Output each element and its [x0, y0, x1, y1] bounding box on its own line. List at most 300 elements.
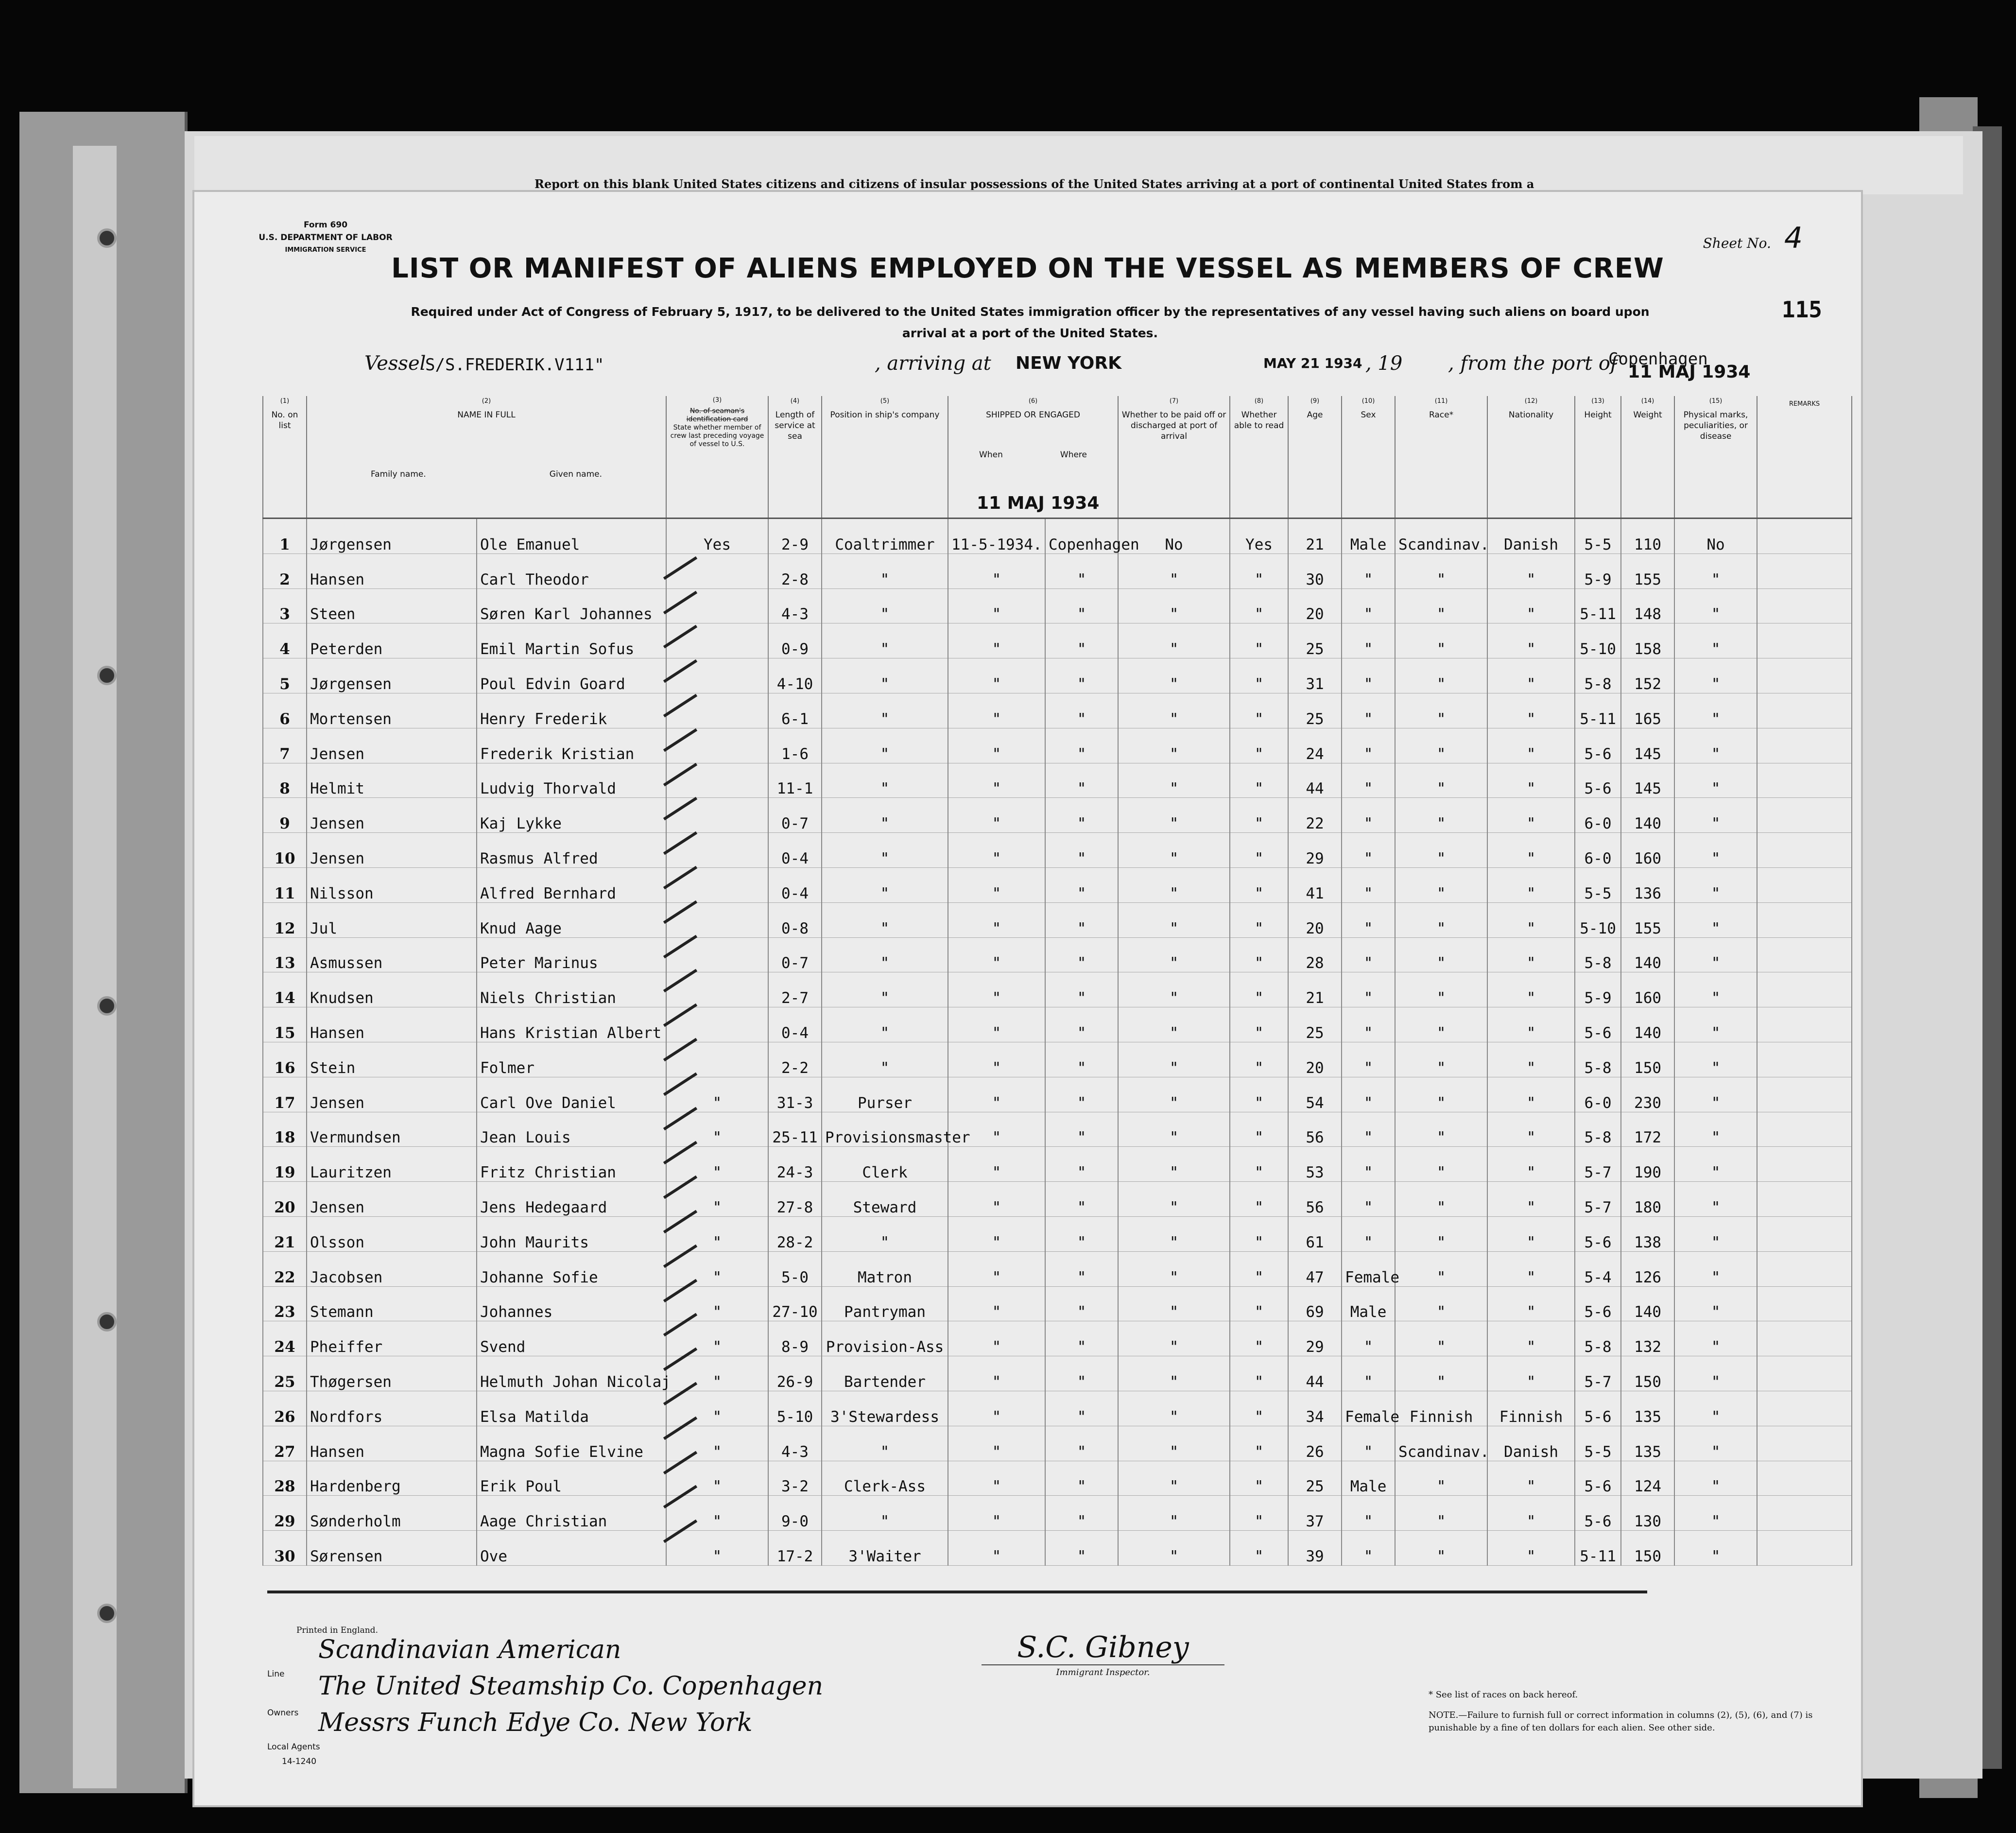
cell-age: 25 — [1288, 1007, 1342, 1042]
shipped-date-stamp: 11 MAJ 1934 — [977, 493, 1100, 513]
from-port-label: , from the port of — [1448, 352, 1618, 375]
cell-race: " — [1395, 1356, 1487, 1391]
cell-weight: 124 — [1621, 1461, 1674, 1496]
cell-where: " — [1045, 658, 1118, 693]
cell-marks: " — [1674, 623, 1757, 658]
cell-weight: 160 — [1621, 833, 1674, 868]
cell-paid: " — [1118, 1251, 1230, 1286]
cell-prev: " — [666, 1286, 768, 1321]
cell-sex: Female — [1342, 1251, 1395, 1286]
cell-weight: 165 — [1621, 693, 1674, 728]
cell-family: Stein — [307, 1042, 477, 1077]
cell-race: " — [1395, 1286, 1487, 1321]
cell-age: 30 — [1288, 553, 1342, 588]
cell-age: 39 — [1288, 1531, 1342, 1566]
cell-age: 41 — [1288, 867, 1342, 902]
cell-marks: " — [1674, 1321, 1757, 1356]
cell-family: Sørensen — [307, 1531, 477, 1566]
cell-read: " — [1230, 1251, 1288, 1286]
cell-paid: " — [1118, 553, 1230, 588]
cell-race: " — [1395, 588, 1487, 623]
cell-weight: 140 — [1621, 798, 1674, 833]
cell-position: Pantryman — [822, 1286, 948, 1321]
cell-remarks — [1757, 1042, 1852, 1077]
cell-age: 31 — [1288, 658, 1342, 693]
cell-marks: " — [1674, 1391, 1757, 1426]
cell-sex: " — [1342, 937, 1395, 972]
cell-paid: " — [1118, 1042, 1230, 1077]
cell-marks: " — [1674, 1356, 1757, 1391]
cell-read: " — [1230, 1321, 1288, 1356]
arrival-port: NEW YORK — [1016, 353, 1121, 373]
cell-given: Folmer — [477, 1042, 666, 1077]
cell-read: " — [1230, 728, 1288, 763]
cell-no: 3 — [263, 588, 307, 623]
closing-line — [267, 1591, 1647, 1593]
cell-weight: 132 — [1621, 1321, 1674, 1356]
cell-when: " — [948, 1461, 1045, 1496]
cell-service: 9-0 — [768, 1496, 822, 1531]
cell-service: 28-2 — [768, 1216, 822, 1251]
cell-sex: " — [1342, 1531, 1395, 1566]
cell-remarks — [1757, 693, 1852, 728]
cell-sex: " — [1342, 902, 1395, 937]
cell-where: " — [1045, 1251, 1118, 1286]
cell-where: " — [1045, 1216, 1118, 1251]
cell-race: Scandinav. — [1395, 1426, 1487, 1461]
cell-where: " — [1045, 763, 1118, 798]
header-race: (11) Race* — [1395, 396, 1487, 519]
cell-race: " — [1395, 1251, 1487, 1286]
cell-sex: " — [1342, 972, 1395, 1007]
cell-weight: 160 — [1621, 972, 1674, 1007]
cell-where: " — [1045, 1112, 1118, 1147]
cell-when: " — [948, 1077, 1045, 1112]
cell-family: Hansen — [307, 553, 477, 588]
cell-marks: " — [1674, 972, 1757, 1007]
cell-no: 2 — [263, 553, 307, 588]
cell-read: " — [1230, 1391, 1288, 1426]
cell-service: 17-2 — [768, 1531, 822, 1566]
cell-paid: " — [1118, 902, 1230, 937]
cell-read: " — [1230, 1356, 1288, 1391]
cell-position: " — [822, 1426, 948, 1461]
cell-read: " — [1230, 1042, 1288, 1077]
cell-no: 7 — [263, 728, 307, 763]
cell-remarks — [1757, 867, 1852, 902]
cell-where: " — [1045, 1321, 1118, 1356]
cell-sex: " — [1342, 867, 1395, 902]
cell-no: 5 — [263, 658, 307, 693]
cell-age: 44 — [1288, 1356, 1342, 1391]
cell-remarks — [1757, 1356, 1852, 1391]
cell-weight: 155 — [1621, 553, 1674, 588]
cell-nationality: Danish — [1487, 1426, 1575, 1461]
cell-remarks — [1757, 833, 1852, 868]
cell-read: " — [1230, 1496, 1288, 1531]
cell-when: " — [948, 1426, 1045, 1461]
cell-race: Finnish — [1395, 1391, 1487, 1426]
cell-service: 4-10 — [768, 658, 822, 693]
cell-when: " — [948, 902, 1045, 937]
cell-height: 5-6 — [1575, 1461, 1621, 1496]
cell-where: " — [1045, 798, 1118, 833]
cell-marks: " — [1674, 763, 1757, 798]
inspector-block — [982, 1630, 1224, 1677]
cell-height: 5-8 — [1575, 1321, 1621, 1356]
cell-given: Henry Frederik — [477, 693, 666, 728]
cell-nationality: " — [1487, 588, 1575, 623]
cell-race: " — [1395, 693, 1487, 728]
cell-given: Hans Kristian Albert — [477, 1007, 666, 1042]
cell-no: 30 — [263, 1531, 307, 1566]
cell-nationality: " — [1487, 1461, 1575, 1496]
cell-no: 11 — [263, 867, 307, 902]
cell-sex: " — [1342, 1007, 1395, 1042]
cell-given: John Maurits — [477, 1216, 666, 1251]
cell-height: 5-6 — [1575, 763, 1621, 798]
cell-read: " — [1230, 1112, 1288, 1147]
cell-weight: 136 — [1621, 867, 1674, 902]
cell-paid: " — [1118, 1112, 1230, 1147]
cell-race: " — [1395, 1531, 1487, 1566]
cell-position: Provisionsmaster — [822, 1112, 948, 1147]
cell-paid: " — [1118, 588, 1230, 623]
cell-height: 5-8 — [1575, 658, 1621, 693]
cell-where: " — [1045, 1391, 1118, 1426]
header-nationality: (12) Nationality — [1487, 396, 1575, 519]
cell-given: Poul Edvin Goard — [477, 658, 666, 693]
cell-read: " — [1230, 763, 1288, 798]
cell-height: 5-6 — [1575, 728, 1621, 763]
cell-read: " — [1230, 1147, 1288, 1182]
cell-where: " — [1045, 1042, 1118, 1077]
cell-sex: " — [1342, 798, 1395, 833]
cell-nationality: Danish — [1487, 519, 1575, 554]
cell-no: 23 — [263, 1286, 307, 1321]
cell-where: Copenhagen — [1045, 519, 1118, 554]
cell-given: Carl Ove Daniel — [477, 1077, 666, 1112]
cell-paid: " — [1118, 937, 1230, 972]
cell-position: " — [822, 693, 948, 728]
cell-height: 5-7 — [1575, 1182, 1621, 1217]
cell-prev: " — [666, 1216, 768, 1251]
manifest-page — [194, 192, 1861, 1805]
cell-where: " — [1045, 1286, 1118, 1321]
cell-prev — [666, 798, 768, 833]
cell-no: 21 — [263, 1216, 307, 1251]
cell-service: 4-3 — [768, 588, 822, 623]
table-row — [263, 1112, 1852, 1147]
cell-remarks — [1757, 519, 1852, 554]
cell-where: " — [1045, 1077, 1118, 1112]
cell-remarks — [1757, 1112, 1852, 1147]
cell-marks: " — [1674, 1286, 1757, 1321]
cell-age: 53 — [1288, 1147, 1342, 1182]
cell-paid: " — [1118, 693, 1230, 728]
cell-no: 27 — [263, 1426, 307, 1461]
cell-given: Niels Christian — [477, 972, 666, 1007]
cell-height: 5-5 — [1575, 867, 1621, 902]
cell-service: 8-9 — [768, 1321, 822, 1356]
table-row — [263, 693, 1852, 728]
table-row — [263, 1391, 1852, 1426]
cell-given: Ludvig Thorvald — [477, 763, 666, 798]
cell-position: " — [822, 972, 948, 1007]
table-row — [263, 1356, 1852, 1391]
cell-when: " — [948, 1391, 1045, 1426]
cell-age: 44 — [1288, 763, 1342, 798]
cell-height: 5-7 — [1575, 1356, 1621, 1391]
cell-paid: " — [1118, 1426, 1230, 1461]
cell-family: Hansen — [307, 1007, 477, 1042]
table-row — [263, 1531, 1852, 1566]
cell-height: 5-8 — [1575, 1112, 1621, 1147]
cell-service: 25-11 — [768, 1112, 822, 1147]
cell-sex: Male — [1342, 1461, 1395, 1496]
cell-family: Peterden — [307, 623, 477, 658]
cell-weight: 152 — [1621, 658, 1674, 693]
cell-when: " — [948, 1251, 1045, 1286]
cell-no: 12 — [263, 902, 307, 937]
cell-service: 0-9 — [768, 623, 822, 658]
cell-family: Pheiffer — [307, 1321, 477, 1356]
header-physical-marks: (15) Physical marks, peculiarities, or disease — [1674, 396, 1757, 519]
cell-sex: Female — [1342, 1391, 1395, 1426]
table-row — [263, 1216, 1852, 1251]
cell-age: 24 — [1288, 728, 1342, 763]
cell-read: " — [1230, 1077, 1288, 1112]
vessel-label: Vessel — [364, 352, 426, 375]
cell-given: Magna Sofie Elvine — [477, 1426, 666, 1461]
cell-position: " — [822, 902, 948, 937]
cell-sex: " — [1342, 1077, 1395, 1112]
cell-remarks — [1757, 1321, 1852, 1356]
cell-paid: " — [1118, 1531, 1230, 1566]
table-row — [263, 1147, 1852, 1182]
table-row — [263, 658, 1852, 693]
cell-when: " — [948, 972, 1045, 1007]
cell-given: Kaj Lykke — [477, 798, 666, 833]
cell-position: Coaltrimmer — [822, 519, 948, 554]
cell-age: 56 — [1288, 1182, 1342, 1217]
header-shipped: (6) SHIPPED OR ENGAGED When Where — [948, 396, 1118, 519]
cell-sex: " — [1342, 588, 1395, 623]
cell-when: " — [948, 1042, 1045, 1077]
table-row — [263, 1042, 1852, 1077]
cell-read: " — [1230, 623, 1288, 658]
cell-when: " — [948, 658, 1045, 693]
cell-no: 8 — [263, 763, 307, 798]
cell-marks: " — [1674, 1251, 1757, 1286]
cell-prev — [666, 728, 768, 763]
departure-port: Copenhagen — [1608, 349, 1708, 369]
cell-age: 26 — [1288, 1426, 1342, 1461]
cell-nationality: " — [1487, 1286, 1575, 1321]
crew-manifest-table — [262, 396, 1852, 1566]
table-row — [263, 623, 1852, 658]
cell-prev: " — [666, 1496, 768, 1531]
cell-remarks — [1757, 1216, 1852, 1251]
cell-age: 56 — [1288, 1112, 1342, 1147]
cell-where: " — [1045, 937, 1118, 972]
cell-service: 31-3 — [768, 1077, 822, 1112]
cell-where: " — [1045, 972, 1118, 1007]
cell-paid: " — [1118, 1356, 1230, 1391]
header-no: (1) No. on list — [263, 396, 307, 519]
page-subtitle: Required under Act of Congress of February 5, 1917, to be delivered to the United States immigration officer by the representatives of any vessel having such aliens on board upon arrival at a port of the United States. — [411, 305, 1650, 340]
cell-sex: " — [1342, 728, 1395, 763]
cell-when: " — [948, 1286, 1045, 1321]
cell-service: 27-8 — [768, 1182, 822, 1217]
cell-remarks — [1757, 1286, 1852, 1321]
cell-age: 29 — [1288, 1321, 1342, 1356]
cell-age: 25 — [1288, 1461, 1342, 1496]
cell-paid: " — [1118, 1461, 1230, 1496]
cell-nationality: " — [1487, 798, 1575, 833]
cell-age: 69 — [1288, 1286, 1342, 1321]
cell-marks: " — [1674, 833, 1757, 868]
cell-position: 3'Waiter — [822, 1531, 948, 1566]
cell-weight: 138 — [1621, 1216, 1674, 1251]
cell-service: 2-7 — [768, 972, 822, 1007]
cell-remarks — [1757, 972, 1852, 1007]
cell-nationality: " — [1487, 763, 1575, 798]
cell-family: Jørgensen — [307, 519, 477, 554]
cell-position: " — [822, 763, 948, 798]
form-department: U.S. DEPARTMENT OF LABOR — [258, 233, 393, 242]
cell-sex: " — [1342, 763, 1395, 798]
cell-read: " — [1230, 1531, 1288, 1566]
table-row — [263, 1077, 1852, 1112]
table-row — [263, 833, 1852, 868]
cell-nationality: " — [1487, 972, 1575, 1007]
cell-service: 2-2 — [768, 1042, 822, 1077]
underlying-sheet-header: Report on this blank United States citizens and citizens of insular possessions of the United States arriving at a port of continental United States from a — [194, 136, 1963, 194]
cell-remarks — [1757, 658, 1852, 693]
cell-when: " — [948, 623, 1045, 658]
cell-prev — [666, 553, 768, 588]
cell-race: Scandinav. — [1395, 519, 1487, 554]
cell-position: " — [822, 553, 948, 588]
cell-given: Fritz Christian — [477, 1147, 666, 1182]
cell-sex: " — [1342, 1426, 1395, 1461]
header-age: (9) Age — [1288, 396, 1342, 519]
table-row — [263, 1251, 1852, 1286]
cell-race: " — [1395, 728, 1487, 763]
cell-read: " — [1230, 902, 1288, 937]
form-number: Form 690 — [303, 220, 348, 230]
cell-height: 5-4 — [1575, 1251, 1621, 1286]
cell-when: " — [948, 1112, 1045, 1147]
cell-nationality: " — [1487, 1182, 1575, 1217]
cell-family: Hardenberg — [307, 1461, 477, 1496]
races-note: * See list of races on back hereof. — [1429, 1690, 1578, 1700]
cell-where: " — [1045, 902, 1118, 937]
cell-service: 24-3 — [768, 1147, 822, 1182]
inspector-signature: S.C. Gibney — [1017, 1630, 1189, 1664]
cell-read: Yes — [1230, 519, 1288, 554]
cell-prev: " — [666, 1356, 768, 1391]
cell-given: Johannes — [477, 1286, 666, 1321]
cell-age: 25 — [1288, 623, 1342, 658]
cell-remarks — [1757, 1182, 1852, 1217]
cell-age: 25 — [1288, 693, 1342, 728]
cell-service: 1-6 — [768, 728, 822, 763]
cell-when: " — [948, 728, 1045, 763]
cell-paid: " — [1118, 763, 1230, 798]
table-row — [263, 867, 1852, 902]
cell-given: Ove — [477, 1531, 666, 1566]
cell-age: 34 — [1288, 1391, 1342, 1426]
cell-when: " — [948, 763, 1045, 798]
cell-service: 2-8 — [768, 553, 822, 588]
cell-age: 47 — [1288, 1251, 1342, 1286]
cell-read: " — [1230, 588, 1288, 623]
header-weight: (14) Weight — [1621, 396, 1674, 519]
line-label: Line — [267, 1669, 285, 1679]
cell-marks: " — [1674, 658, 1757, 693]
cell-marks: " — [1674, 902, 1757, 937]
cell-race: " — [1395, 902, 1487, 937]
cell-remarks — [1757, 1391, 1852, 1426]
cell-service: 2-9 — [768, 519, 822, 554]
cell-prev — [666, 623, 768, 658]
cell-nationality: " — [1487, 1077, 1575, 1112]
cell-remarks — [1757, 1007, 1852, 1042]
cell-marks: " — [1674, 1216, 1757, 1251]
cell-no: 24 — [263, 1321, 307, 1356]
cell-prev — [666, 937, 768, 972]
cell-family: Jensen — [307, 1182, 477, 1217]
cell-age: 20 — [1288, 588, 1342, 623]
cell-paid: " — [1118, 1496, 1230, 1531]
cell-height: 6-0 — [1575, 833, 1621, 868]
cell-where: " — [1045, 728, 1118, 763]
departure-date-stamp: 11 MAJ 1934 — [1628, 362, 1751, 382]
table-row — [263, 1286, 1852, 1321]
cell-family: Knudsen — [307, 972, 477, 1007]
binder-hole-icon — [97, 666, 117, 685]
cell-paid: " — [1118, 728, 1230, 763]
form-service: IMMIGRATION SERVICE — [285, 246, 366, 254]
cell-read: " — [1230, 693, 1288, 728]
cell-paid: " — [1118, 833, 1230, 868]
cell-sex: Male — [1342, 519, 1395, 554]
cell-prev: " — [666, 1321, 768, 1356]
cell-sex: " — [1342, 1496, 1395, 1531]
cell-nationality: " — [1487, 1496, 1575, 1531]
cell-given: Jean Louis — [477, 1112, 666, 1147]
cell-when: " — [948, 1356, 1045, 1391]
cell-position: Bartender — [822, 1356, 948, 1391]
cell-given: Frederik Kristian — [477, 728, 666, 763]
header-remarks: REMARKS — [1757, 396, 1852, 519]
cell-remarks — [1757, 763, 1852, 798]
cell-height: 5-11 — [1575, 693, 1621, 728]
binder-hole-icon — [97, 228, 117, 248]
table-row — [263, 972, 1852, 1007]
cell-given: Jens Hedegaard — [477, 1182, 666, 1217]
inspector-label: Immigrant Inspector. — [982, 1664, 1224, 1677]
cell-age: 37 — [1288, 1496, 1342, 1531]
cell-position: Purser — [822, 1077, 948, 1112]
cell-marks: " — [1674, 1077, 1757, 1112]
cell-family: Nordfors — [307, 1391, 477, 1426]
cell-height: 5-5 — [1575, 519, 1621, 554]
cell-read: " — [1230, 1007, 1288, 1042]
cell-height: 5-8 — [1575, 1042, 1621, 1077]
